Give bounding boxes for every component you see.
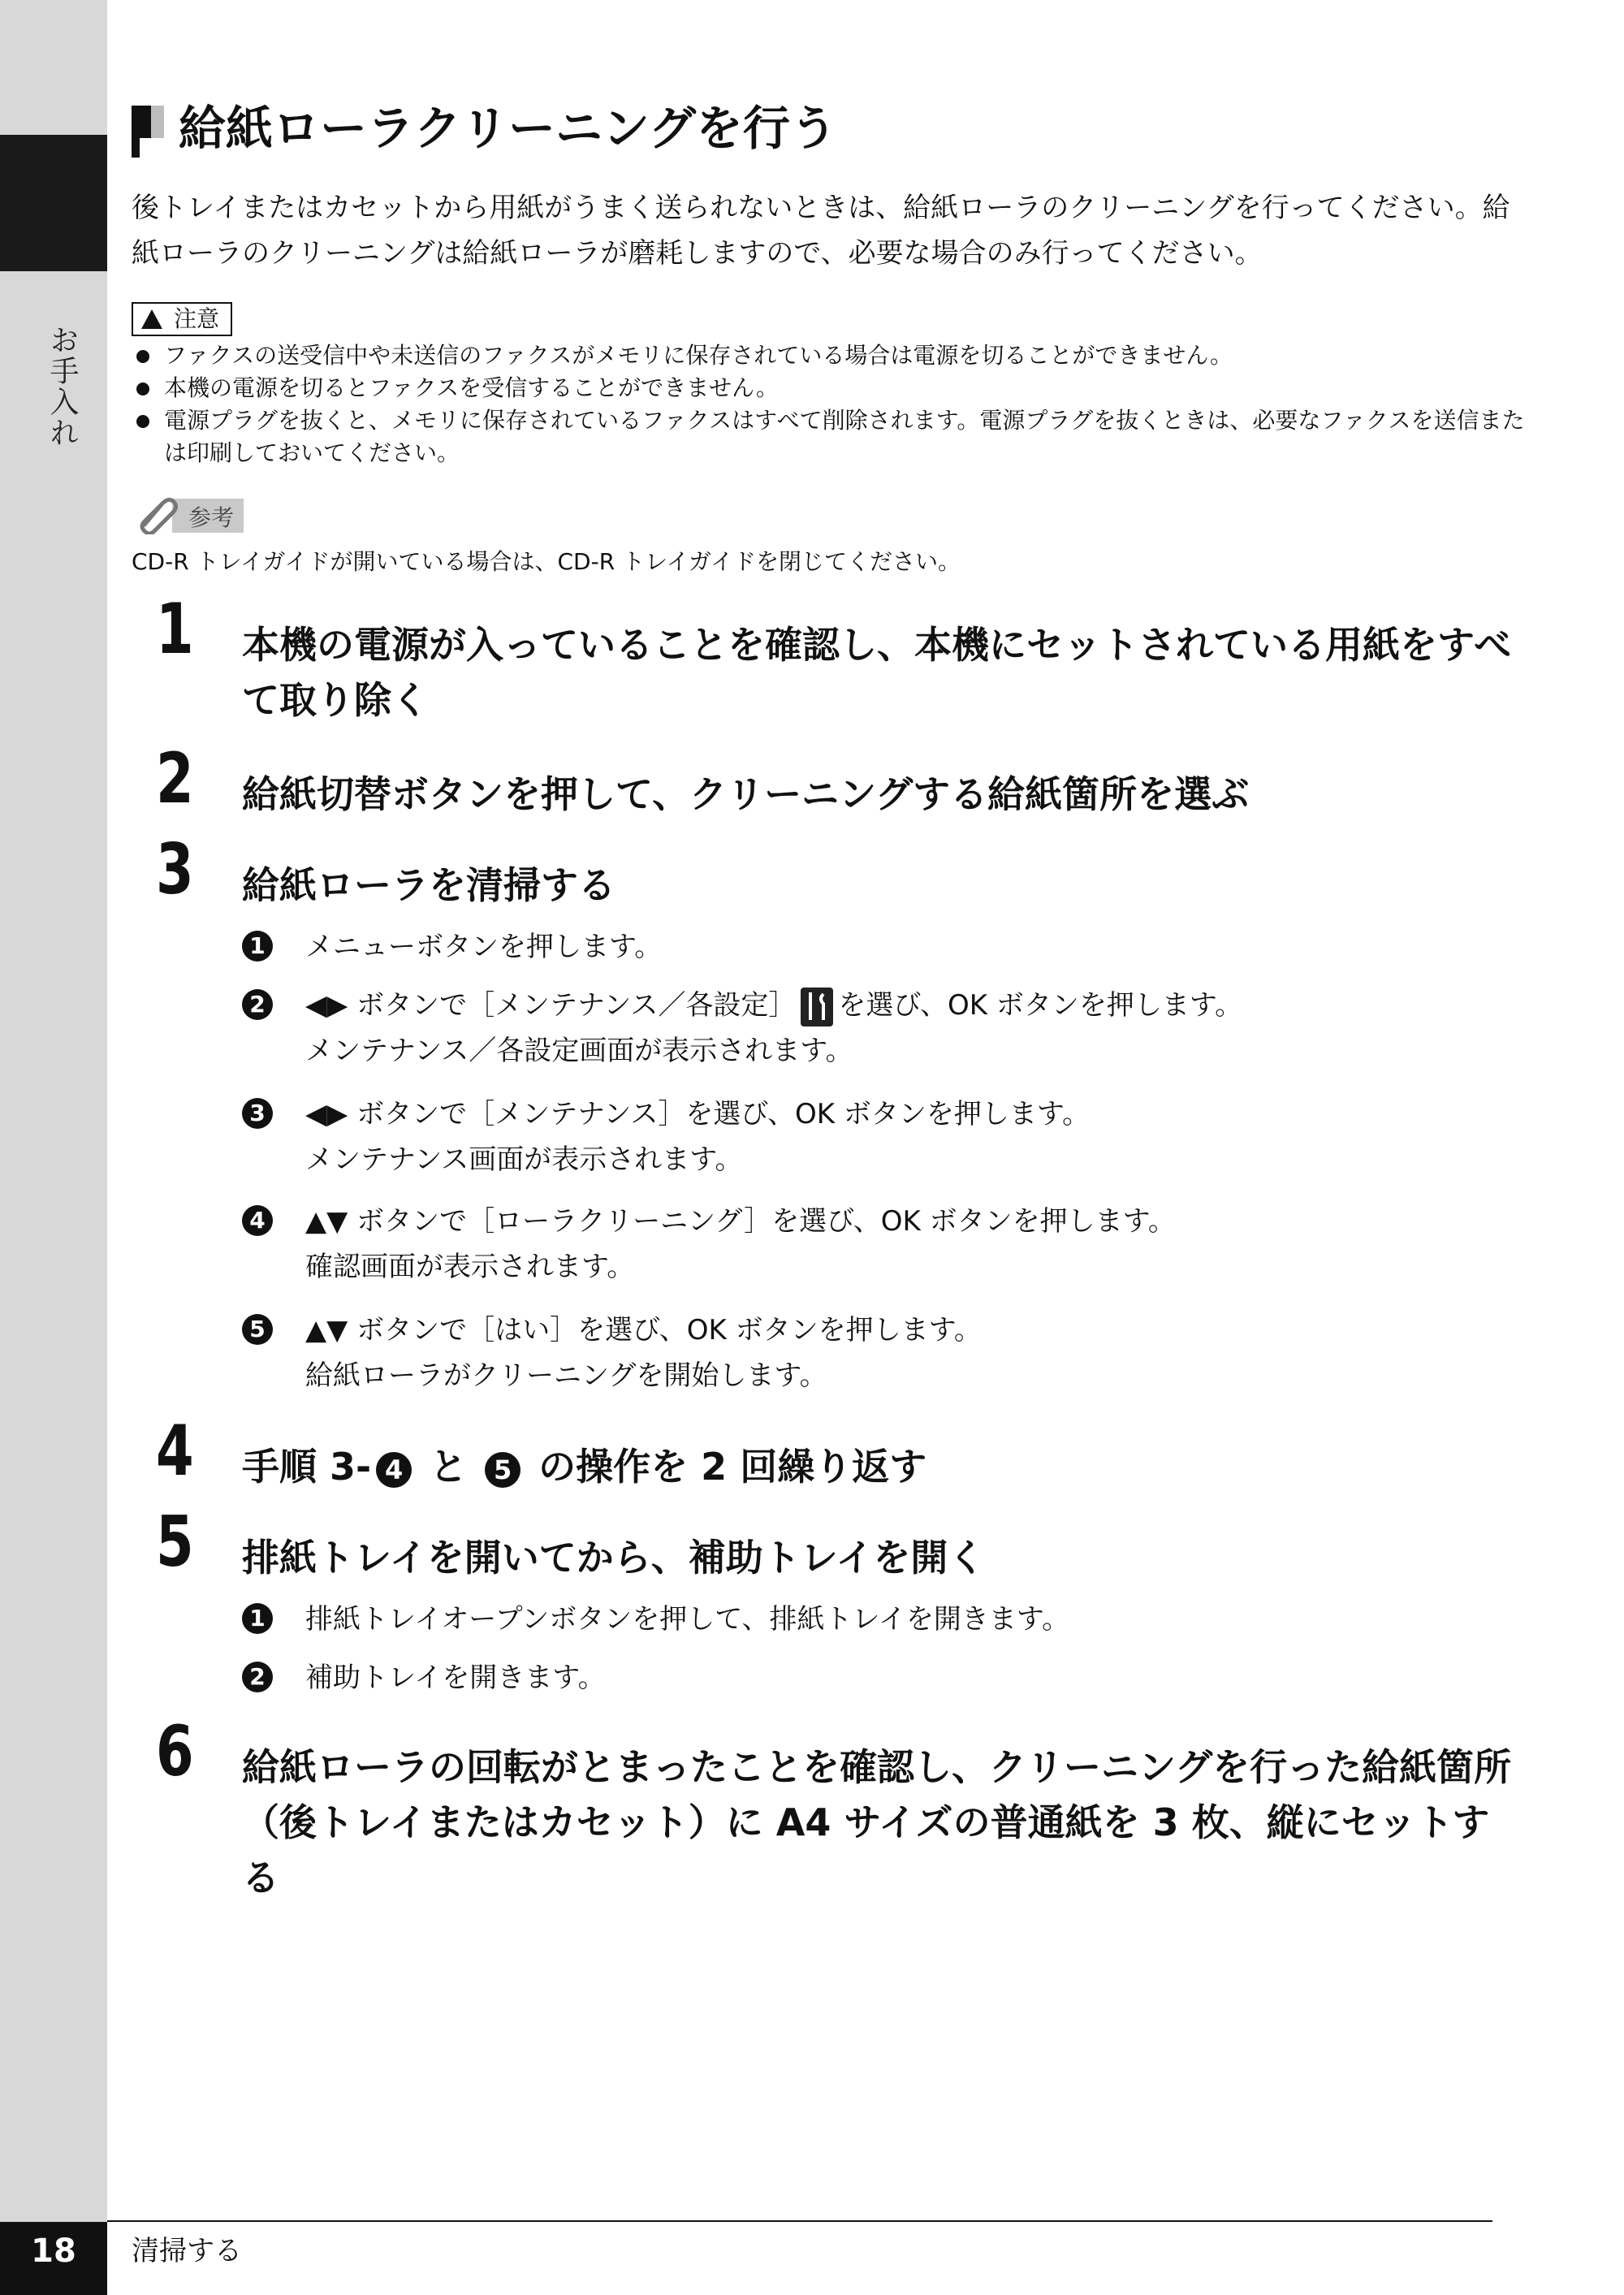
intro-paragraph: 後トレイまたはカセットから用紙がうまく送られないときは、給紙ローラのクリーニングを行ってください。給紙ローラのクリーニングは給紙ローラが磨耗しますので、必要な場合のみ行ってください。 xyxy=(132,192,1510,270)
title-marker-icon xyxy=(132,106,164,158)
substep-text: ▲▼ ボタンで［ローラクリーニング］を選び、OK ボタンを押します。 xyxy=(305,1205,1176,1238)
circled-number: 5 xyxy=(485,1452,520,1488)
step-number: 1 xyxy=(156,589,194,670)
sidebar-section-label: お手入れ xyxy=(45,325,79,448)
step-number: 4 xyxy=(156,1411,194,1492)
step-text: 給紙ローラの回転がとまったことを確認し、クリーニングを行った給紙箇所（後トレイまたはカセット）に A4 サイズの普通紙を 3 枚、縦にセットする xyxy=(242,1745,1512,1900)
substep-note: メンテナンス／各設定画面が表示されます。 xyxy=(305,1035,853,1067)
caution-item: 本機の電源を切るとファクスを受信することができません。 xyxy=(132,372,1528,404)
substep-note: 給紙ローラがクリーニングを開始します。 xyxy=(305,1359,827,1392)
circled-number: 3 xyxy=(242,1098,273,1129)
step-text: 本機の電源が入っていることを確認し、本機にセットされている用紙をすべて取り除く xyxy=(242,623,1512,722)
substep-note: メンテナンス画面が表示されます。 xyxy=(305,1143,743,1176)
paperclip-icon xyxy=(136,495,180,534)
caution-list xyxy=(132,339,1528,469)
substep-text: ◀▶ ボタンで［メンテナンス］を選び、OK ボタンを押します。 xyxy=(305,1098,1091,1130)
step-text: 排紙トレイを開いてから、補助トレイを開く xyxy=(242,1536,986,1580)
circled-number: 5 xyxy=(242,1314,273,1345)
caution-item: 電源プラグを抜くと、メモリに保存されているファクスはすべて削除されます。電源プラグを抜くときは、必要なファクスを送信または印刷しておいてください。 xyxy=(132,404,1528,469)
reference-text: CD-R トレイガイドが開いている場合は、CD-R トレイガイドを閉じてください。 xyxy=(132,548,961,575)
substep-text: を選び、OK ボタンを押します。 xyxy=(838,989,1243,1022)
warning-icon xyxy=(141,309,162,329)
step-number: 2 xyxy=(156,738,194,819)
substep-note: 確認画面が表示されます。 xyxy=(305,1251,635,1283)
substep-text: 排紙トレイオープンボタンを押して、排紙トレイを開きます。 xyxy=(305,1603,1070,1636)
caution-item: ファクスの送受信中や未送信のファクスがメモリに保存されている場合は電源を切ることができません。 xyxy=(132,339,1528,372)
circled-number: 1 xyxy=(242,1603,273,1634)
maintenance-tools-icon xyxy=(801,988,833,1026)
step-number: 6 xyxy=(156,1711,194,1792)
step-text: 手順 3- 4 と 5 の操作を 2 回繰り返す xyxy=(242,1445,927,1489)
footer-section-label: 清掃する xyxy=(132,2235,242,2267)
page-number: 18 xyxy=(0,2222,107,2295)
step-number: 5 xyxy=(156,1502,194,1583)
sidebar-tab xyxy=(0,135,107,271)
step-text: 給紙ローラを清掃する xyxy=(242,863,615,907)
step-text: 給紙切替ボタンを押して、クリーニングする給紙箇所を選ぶ xyxy=(242,772,1250,816)
step-number: 3 xyxy=(156,829,194,910)
circled-number: 2 xyxy=(242,1662,273,1692)
substep-text: ▲▼ ボタンで［はい］を選び、OK ボタンを押します。 xyxy=(305,1314,982,1346)
circled-number: 1 xyxy=(242,931,273,962)
caution-badge xyxy=(132,302,232,336)
circled-number: 4 xyxy=(242,1205,273,1236)
page-title: 給紙ローラクリーニングを行う xyxy=(179,101,837,156)
substep-text: メニューボタンを押します。 xyxy=(305,931,663,963)
circled-number: 4 xyxy=(376,1452,412,1488)
circled-number: 2 xyxy=(242,989,273,1020)
substep-text: 補助トレイを開きます。 xyxy=(305,1662,606,1694)
footer-divider xyxy=(107,2220,1492,2222)
reference-label: 参考 xyxy=(188,504,235,531)
caution-label: 注意 xyxy=(174,305,220,332)
substep-text: ◀▶ ボタンで［メンテナンス／各設定］ xyxy=(305,989,797,1022)
reference-badge xyxy=(132,492,245,536)
